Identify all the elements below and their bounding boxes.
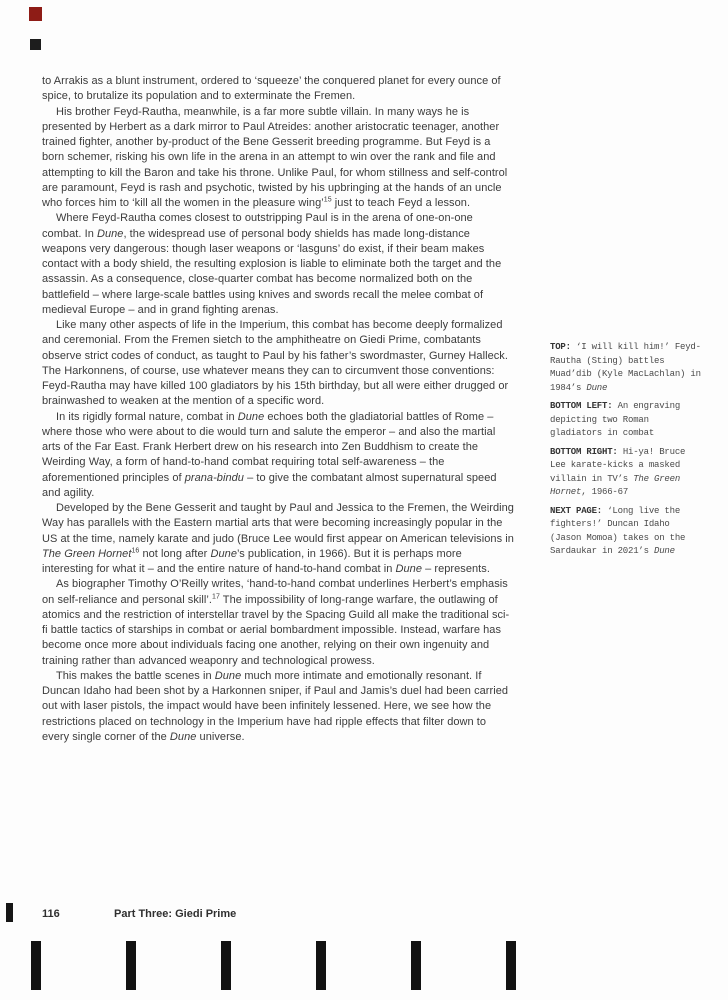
red-registration-mark [29,7,42,21]
body-paragraph [42,211,514,318]
page-footer [42,908,512,920]
text-segment: Where Feyd-Rautha comes closest to outstripping Paul is in the arena of one-on-one combat. In [42,212,473,240]
text-segment: Dune [169,730,197,743]
text-segment: The Green Hornet [42,547,132,560]
bottom-dash-5 [411,941,421,990]
text-segment: just to teach Feyd a lesson. [331,197,471,209]
body-text-column [42,74,514,745]
black-registration-mark [30,39,41,50]
body-paragraph [42,669,514,745]
text-segment: Developed by the Bene Gesserit and taught by Paul and Jessica to the Fremen, the Weirding Way has parallels with the Eastern martial arts that were becoming increasingly popular in the US at the time, namely karate and judo (Bruce Lee would first appear on American televisions in [42,502,514,545]
text-segment: 16 [131,547,140,555]
text-segment: In its rigidly formal nature, combat in [56,410,238,423]
body-paragraph [42,74,514,105]
text-segment: NEXT PAGE: [550,505,608,516]
text-segment: Hi-ya! Bruce Lee karate-kicks a masked villain in TV’s [550,446,686,484]
photo-caption [550,400,702,441]
caption-column [550,341,702,564]
text-segment: An engraving depicting two Roman gladiators in combat [550,401,681,438]
text-segment: ‘I will kill him!’ Feyd-Rautha (Sting) battles Muad’dib (Kyle MacLachlan) in 1984’s [550,342,701,393]
text-segment: His brother Feyd-Rautha, meanwhile, is a far more subtle villain. In many ways he is presented by Herbert as a dark mirror to Paul Atreides: another aristocratic teenager, another trained fighter, another by-product of the Bene Gesserit breeding programme. But Feyd is a born schemer, risking his own life in the arena in an attempt to win over the rank and file and attempting to kill the Baron and take his throne. Unlike Paul, for whom stillness and self-control are paramount, Feyd is rash and psychotic, twisted by his upbringing at the hands of an uncle who forces him to ‘kill all the women in the pleasure wing’ [42,105,508,209]
text-segment: 15 [323,196,332,204]
text-segment: The impossibility of long-range warfare, the outlawing of atomics and the restriction of interstellar travel by the Spacing Guild all make the traditional sci-fi battle tactics of starships in combat or aerial bombardment impossible. Instead, warfare has become once more about individuals facing one another, relying on their own ingenuity and training rather than advanced weaponry and technological prowess. [42,593,510,667]
text-segment: , 1966-67 [581,487,629,497]
text-segment: TOP: [550,342,577,352]
body-paragraph [42,105,514,212]
text-segment: Dune [210,547,237,560]
text-segment: prana-bindu [184,471,244,484]
text-segment: 17 [212,592,220,600]
photo-caption [550,446,702,500]
page-number: 116 [42,908,60,920]
section-title: Part Three: Giedi Prime [114,908,237,920]
body-paragraph [42,577,514,669]
text-segment: BOTTOM RIGHT: [550,446,623,457]
photo-caption [550,341,702,395]
text-segment: Dune [237,410,265,423]
text-segment: – represents. [421,563,490,575]
text-segment: ‘Long live the fighters!’ Duncan Idaho (Jason Momoa) takes on the Sardaukar in 2021’s [550,505,686,556]
text-segment: echoes both the gladiatorial battles of Rome – where those who were about to die would turn and salute the emperor – and also the martial arts of the Far East. Frank Herbert drew on his research into Zen Buddhism to create the Weirding Way, a form of hand-to-hand combat requiring total self-awareness – the aforementioned principles of [42,410,496,484]
text-segment: Like many other aspects of life in the Imperium, this combat has become deeply formalized and ceremonial. From the Fremen sietch to the amphitheatre on Giedi Prime, combatants observe strict codes of conduct, as taught to Paul by his father’s swordmaster, Gurney Halleck. The Harkonnens, of course, use whatever means they can to circumvent those conventions: Feyd-Rautha may have killed 100 gladiators by his 15th birthday, but all were either drugged or brainwashed to weaken at the mention of a specific word. [42,319,509,408]
text-segment: to Arrakis as a blunt instrument, ordered to ‘squeeze’ the conquered planet for every ounce of spice, to brutalize its population and to exterminate the Fremen. [42,75,501,103]
text-segment: Dune [214,669,242,682]
photo-caption [550,505,702,559]
left-edge-mark [6,903,13,922]
bottom-dash-3 [221,941,231,990]
bottom-dash-6 [506,941,516,990]
bottom-dash-1 [31,941,41,990]
text-segment: not long after [139,547,211,560]
body-paragraph [42,318,514,410]
text-segment: , the widespread use of personal body shields has made long-distance weapons very dangerous: though laser weapons or ‘lasguns’ do exist, if their beam makes contact with a body shield, the resulting explosion is liable to eliminate both the target and the assassin. As a consequence, close-quarter combat has become normalized both on the battlefield – where large-scale battles using knives and swords recall the melee combat of medieval Europe – and in grand fighting arenas. [42,227,502,316]
bottom-dash-2 [126,941,136,990]
text-segment: Dune [654,546,675,556]
text-segment: The Green Hornet [550,473,681,497]
bottom-dash-4 [316,941,326,990]
text-segment: As biographer Timothy O’Reilly writes, ‘hand-to-hand combat underlines Herbert’s emphasis on self-reliance and personal skill’. [42,578,508,606]
text-segment: This makes the battle scenes in [56,669,215,682]
body-paragraph [42,410,514,502]
text-segment: universe. [196,730,245,743]
text-segment: Dune [96,227,124,240]
text-segment: Dune [395,563,422,575]
body-paragraph [42,501,514,577]
text-segment: Dune [586,382,608,393]
text-segment: – to give the combatant almost supernatural speed and agility. [42,471,497,499]
text-segment: BOTTOM LEFT: [550,401,618,411]
text-segment: ’s publication, in 1966). But it is perhaps more interesting for what it – and the entire nature of hand-to-hand combat in [42,547,462,575]
text-segment: much more intimate and emotionally resonant. If Duncan Idaho had been shot by a Harkonnen sniper, if Paul and Jamis’s duel had been carried out with laser pistols, the impact would have been infinitely lessened. Here, we see how the restrictions placed on technology in the Imperium have had ripple effects that filter down to every single corner of the [42,669,509,743]
